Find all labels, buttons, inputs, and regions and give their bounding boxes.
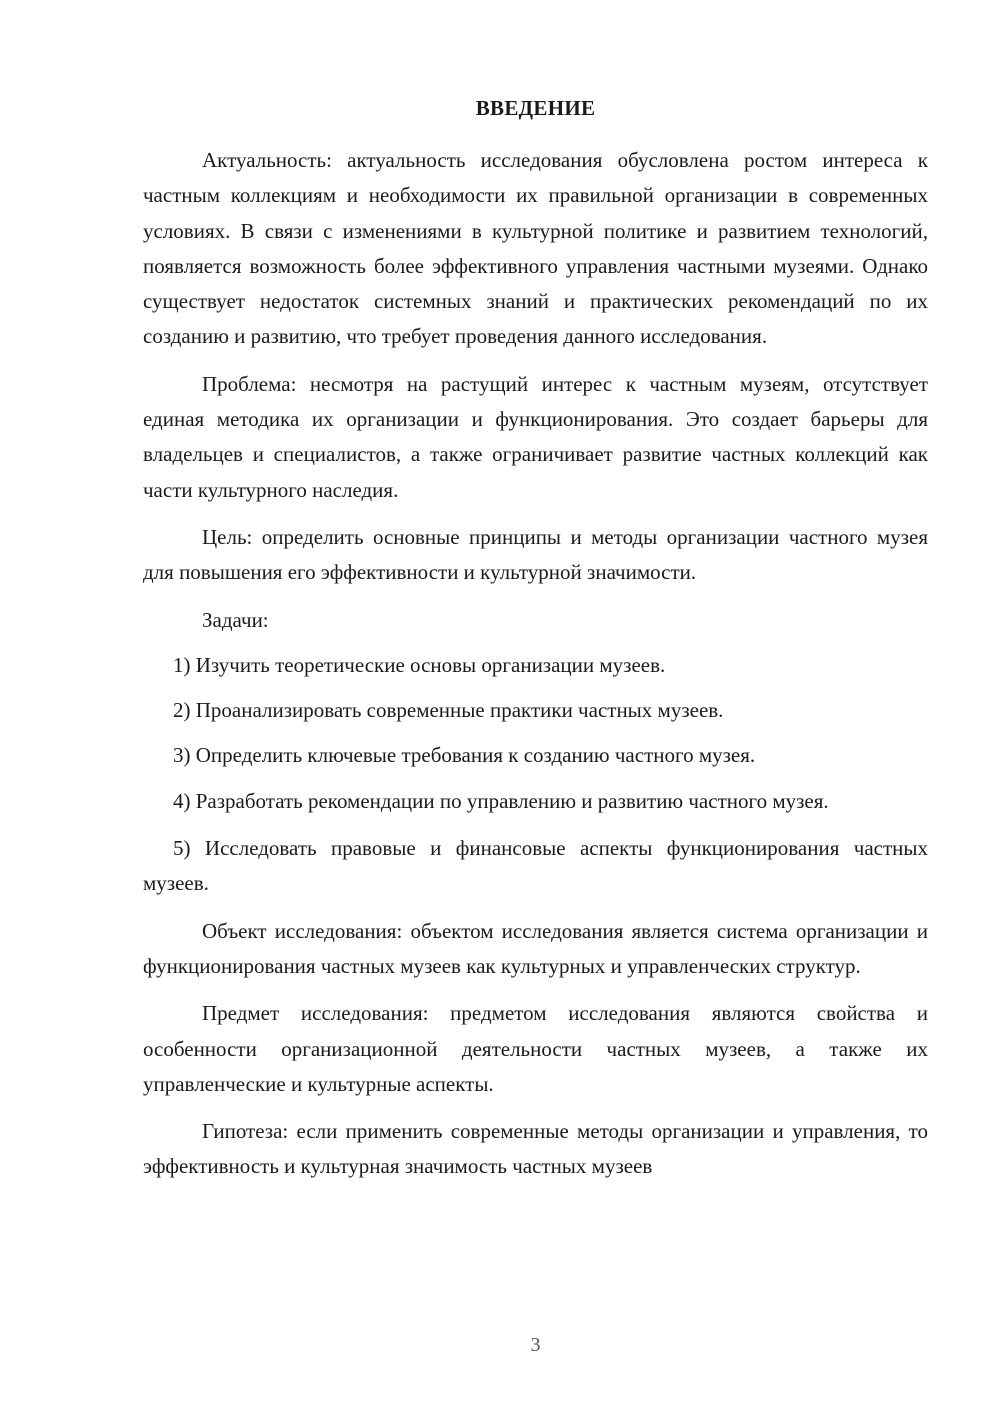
document-body (143, 143, 928, 1197)
tasks-label: Задачи: (202, 607, 269, 632)
page-number: 3 (530, 1334, 541, 1356)
section-heading: ВВЕДЕНИЕ (475, 96, 596, 120)
relevance-paragraph: Актуальность: актуальность исследования обусловлена ростом интереса к частным коллекциям и необходимости их правильной организации в современных условиях. В связи с изменениями в культурной политике и развитием технологий, появляется возможность более эффективного управления частными музеями. Однако существует недостаток системных знаний и практических рекомендаций по их созданию и развитию, что требует проведения данного исследования. (143, 148, 928, 349)
document-page (143, 0, 928, 1414)
task-item: 1) Изучить теоретические основы организации музеев. (173, 652, 666, 677)
task-item: 2) Проанализировать современные практики частных музеев. (173, 698, 724, 723)
object-paragraph: Объект исследования: объектом исследования является система организации и функционирования частных музеев как культурных и управленческих структур. (143, 918, 928, 978)
hypothesis-paragraph: Гипотеза: если применить современные методы организации и управления, то эффективность и культурная значимость частных музеев (143, 1119, 928, 1179)
task-item: 4) Разработать рекомендации по управлению и развитию частного музея. (173, 788, 829, 813)
goal-paragraph: Цель: определить основные принципы и методы организации частного музея для повышения его эффективности и культурной значимости. (143, 524, 928, 585)
task-item: 3) Определить ключевые требования к созданию частного музея. (173, 743, 756, 768)
problem-paragraph: Проблема: несмотря на растущий интерес к частным музеям, отсутствует единая методика их организации и функционирования. Это создает барьеры для владельцев и специалистов, а также ограничивает развитие частных коллекций как части культурного наследия. (143, 371, 928, 502)
subject-paragraph: Предмет исследования: предметом исследования являются свойства и особенности организационной деятельности частных музеев, а также их управленческие и культурные аспекты. (143, 1001, 928, 1096)
task-item: 5) Исследовать правовые и финансовые аспекты функционирования частных музеев. (143, 836, 928, 896)
